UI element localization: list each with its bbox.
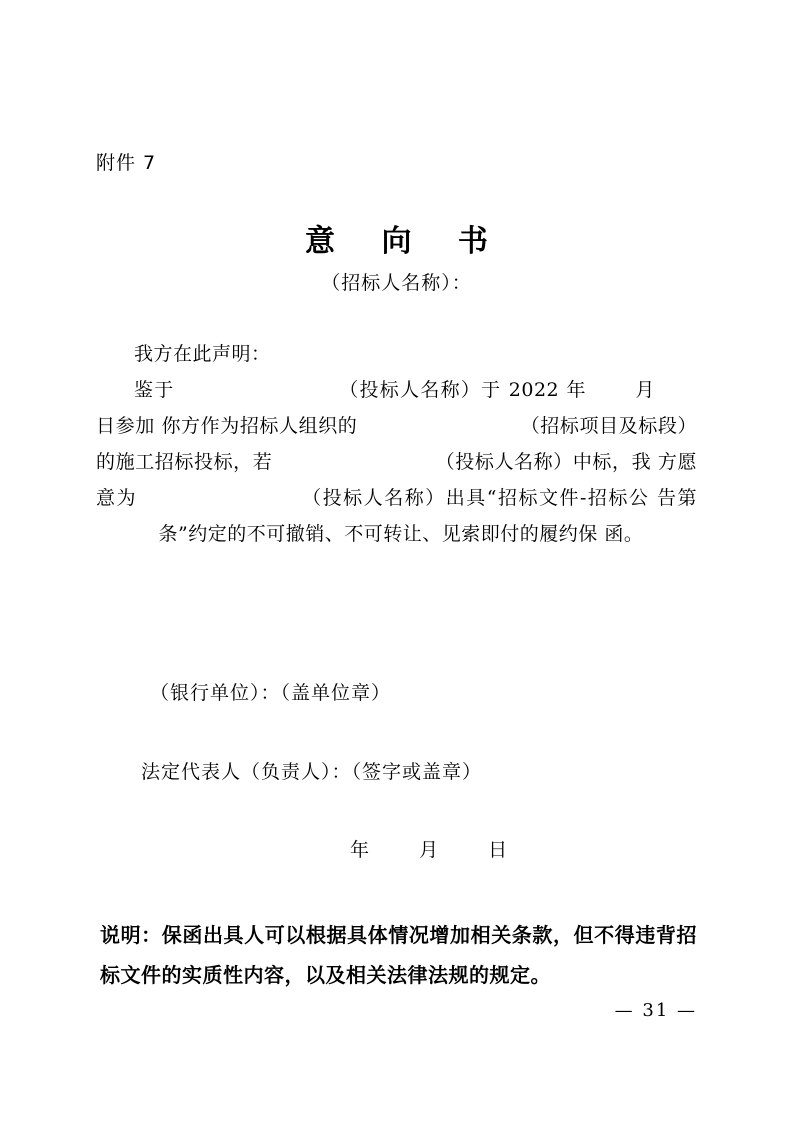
signature-bank-line: （银行单位）：（盖单位章） xyxy=(150,682,392,704)
date-month-label: 月 xyxy=(419,839,440,861)
clause-text-l: 条”约定的不可撤销、不可转让、见索即付的履约保 xyxy=(158,523,598,545)
page-title: 意 向 书 xyxy=(305,224,506,259)
signature-representative-line: 法定代表人（负责人）：（签字或盖章） xyxy=(141,761,483,783)
body-text xyxy=(96,336,697,552)
attachment-label: 附件 7 xyxy=(96,152,157,174)
clause-text-b: （投标人名称）于 2022 年 xyxy=(339,379,587,401)
addressee-line: （招标人名称）： xyxy=(321,272,472,294)
clause-text-j: （投标人名称）出具“招标文件-招标公 xyxy=(302,487,650,509)
clause-text-f: （招标项目及标段） xyxy=(520,415,697,437)
page-number: — 31 — xyxy=(614,1000,697,1021)
date-year-label: 年 xyxy=(350,839,371,861)
clause-text-i: 方愿意为 xyxy=(96,451,697,509)
clause-text-c: 月 xyxy=(635,379,656,401)
declaration-text: 我方在此声明： xyxy=(134,343,271,365)
clause-text-a: 鉴于 xyxy=(134,379,175,401)
note-text: 说明：保函出具人可以根据具体情况增加相关条款，但不得违背招标文件的实质性内容，以及相关法律法规的规定。 xyxy=(100,923,697,987)
clause-text-d: 日参加 xyxy=(96,415,155,437)
date-day-label: 日 xyxy=(488,839,509,861)
clause-text-m: 函。 xyxy=(604,523,644,545)
declaration-line xyxy=(96,336,697,372)
clause-text-k: 告第 xyxy=(657,487,698,509)
clause-text-h: （投标人名称）中标，我 xyxy=(435,451,652,473)
clause-paragraph xyxy=(96,372,697,552)
clause-text-g: 的施工招标投标，若 xyxy=(96,451,273,473)
date-line xyxy=(350,835,508,862)
clause-text-e: 你方作为招标人组织的 xyxy=(161,415,358,437)
